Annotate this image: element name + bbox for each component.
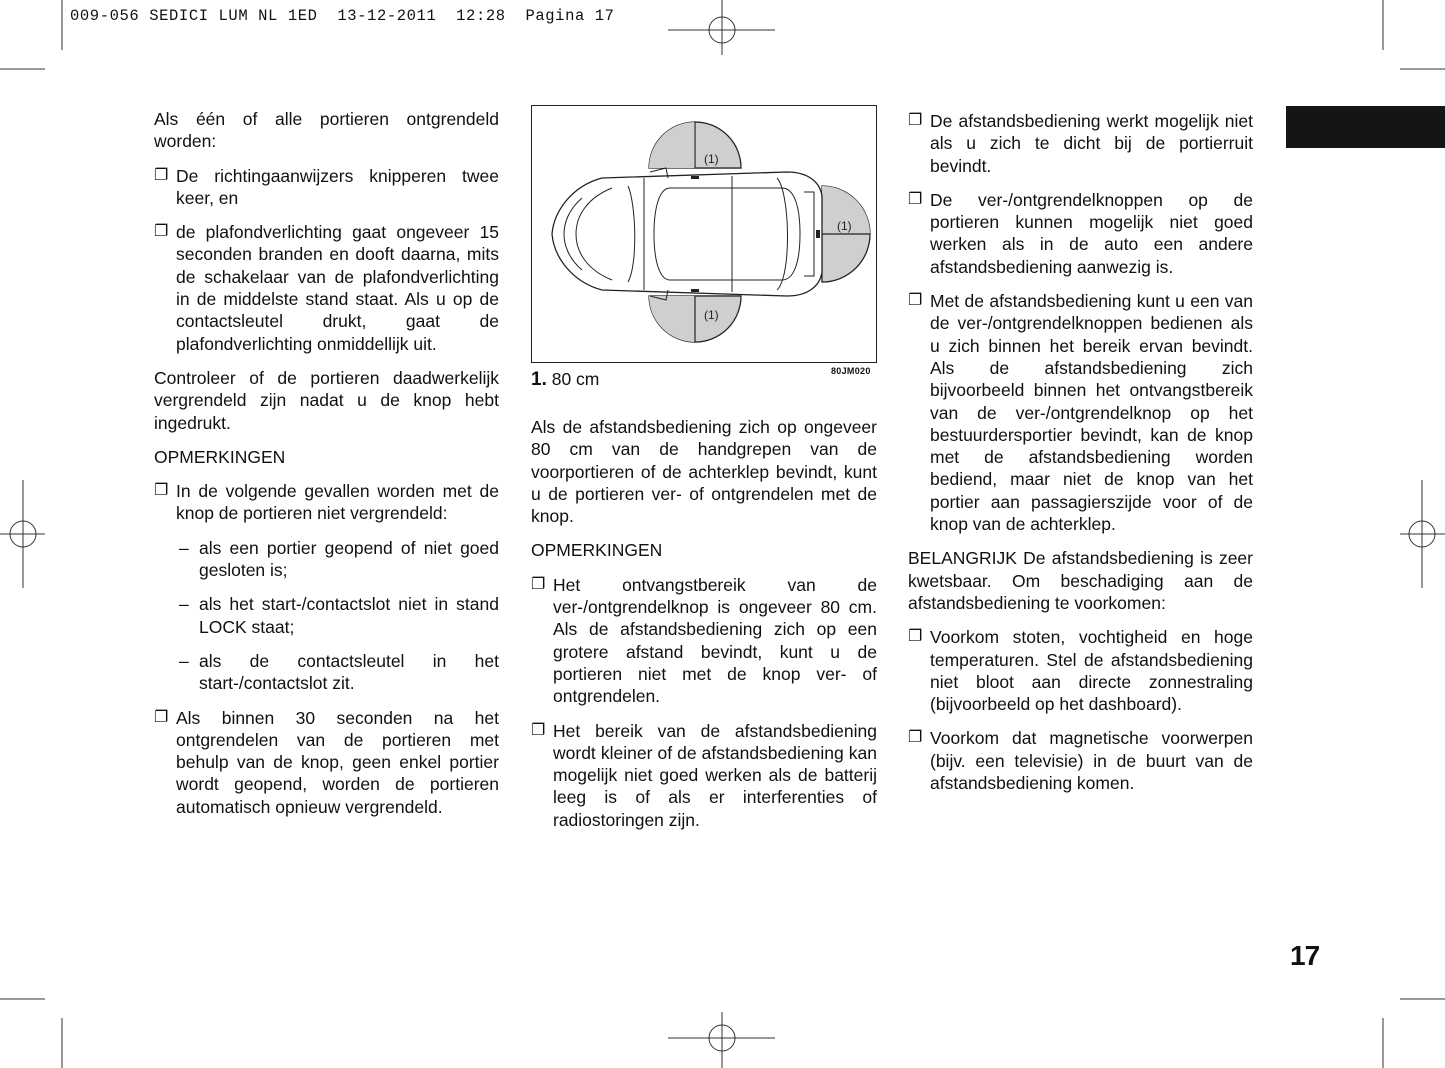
checkbox-bullet-icon: ❐ — [908, 628, 923, 646]
checkbox-bullet-icon: ❐ — [154, 166, 169, 184]
check-paragraph: Controleer of de portieren daadwerkelijk vergrendeld zijn nadat u de knop hebt ingedrukt. — [154, 367, 499, 433]
list-item: ❐ De richtingaanwijzers knipperen twee keer, en — [154, 165, 499, 208]
dash-item: – als het start-/contactslot niet in stand LOCK staat; — [179, 594, 499, 637]
list-item: ❐ De afstandsbediening werkt mogelijk niet als u zich te dicht bij de portierruit bevindt. — [908, 111, 1253, 176]
caption-number: 1. — [531, 369, 547, 390]
intro-text: Als één of alle portieren ontgrendeld worden: — [154, 109, 499, 152]
column-right — [908, 110, 1253, 806]
list-item: ❐ Het ontvangstbereik van de ver-/ontgrendelknop is ongeveer 80 cm. Als de afstandsbediening zich op een grotere afstand bevindt, kunt u de portieren niet met de knop ver- of ontgrendelen. — [531, 574, 877, 707]
checkbox-bullet-icon: ❐ — [154, 482, 169, 500]
page-number: 17 — [1290, 940, 1320, 971]
list-item: ❐ Voorkom dat magnetische voorwerpen (bijv. een televisie) in de buurt van de afstandsbediening komen. — [908, 728, 1253, 794]
chapter-tab — [1286, 106, 1445, 148]
list-item: ❐ de plafondverlichting gaat ongeveer 15 seconden branden en dooft daarna, mits de schakelaar van de plafondverlichting in de middelste stand staat. Als u op de contactsleutel drukt, gaat de plafondverlichting onmiddellijk uit. — [154, 222, 499, 354]
range-label-bottom: (1) — [704, 308, 719, 322]
checkbox-bullet-icon: ❐ — [908, 729, 923, 747]
list-item: ❐ Met de afstandsbediening kunt u een van de ver-/ontgrendelknoppen bedienen als u zich binnen het bereik ervan bevindt. Als de afstandsbediening zich bijvoorbeeld binnen het ontvangstbereik van de ver-/ontgrendelknop op het bestuurdersportier bevindt, kan de knop met de afstandsbediening worden bediend, maar niet de knop van het portier aan passagierszijde voor of de knop van de achterklep. — [908, 291, 1253, 535]
dash-item: – als een portier geopend of niet goed gesloten is; — [179, 537, 499, 581]
checkbox-bullet-icon: ❐ — [908, 190, 923, 208]
checkbox-bullet-icon: ❐ — [531, 575, 546, 593]
list-item: ❐ Het bereik van de afstandsbediening wordt kleiner of de afstandsbediening kan mogelijk niet goed werken als de batterij leeg is of als er interferenties of radiostoringen zijn. — [531, 720, 877, 830]
dash-item: – als de contactsleutel in het start-/contactslot zit. — [179, 650, 499, 694]
range-label-right: (1) — [837, 219, 852, 233]
range-paragraph: Als de afstandsbediening zich op ongeveer 80 cm van de handgrepen van de voorportieren of de achterklep bevindt, kunt u de portieren ver- of ontgrendelen met de knop. — [531, 417, 877, 527]
checkbox-bullet-icon: ❐ — [908, 292, 923, 310]
list-item: ❐ Als binnen 30 seconden na het ontgrendelen van de portieren met behulp van de knop, geen enkel portier wordt geopend, worden de portieren automatisch opnieuw vergrendeld. — [154, 707, 499, 817]
caption-text: 80 cm — [551, 369, 600, 389]
column-left — [154, 108, 499, 830]
checkbox-bullet-icon: ❐ — [908, 112, 923, 129]
range-label-top: (1) — [704, 152, 719, 166]
checkbox-bullet-icon: ❐ — [531, 721, 546, 739]
checkbox-bullet-icon: ❐ — [154, 708, 169, 726]
list-item: ❐ De ver-/ontgrendelknoppen op de portieren kunnen mogelijk niet goed werken als in de auto een andere afstandsbediening aanwezig is. — [908, 189, 1253, 277]
car-top-view-diagram — [532, 106, 876, 362]
notes-heading: OPMERKINGEN — [154, 446, 286, 467]
car-range-figure — [531, 105, 877, 363]
figure-code: 80JM020 — [831, 366, 871, 376]
notes-heading: OPMERKINGEN — [531, 540, 663, 561]
important-paragraph: BELANGRIJK De afstandsbediening is zeer kwetsbaar. Om beschadiging aan de afstandsbediening te voorkomen: — [908, 548, 1253, 613]
figure-caption — [531, 369, 599, 391]
list-item: ❐ In de volgende gevallen worden met de knop de portieren niet vergrendeld: — [154, 481, 499, 524]
column-middle — [531, 416, 877, 843]
checkbox-bullet-icon: ❐ — [154, 223, 169, 241]
print-header: 009-056 SEDICI LUM NL 1ED 13-12-2011 12:28 Pagina 17 — [70, 7, 615, 25]
list-item: ❐ Voorkom stoten, vochtigheid en hoge temperaturen. Stel de afstandsbediening niet bloot aan directe zonnestraling (bijvoorbeeld op het dashboard). — [908, 627, 1253, 715]
